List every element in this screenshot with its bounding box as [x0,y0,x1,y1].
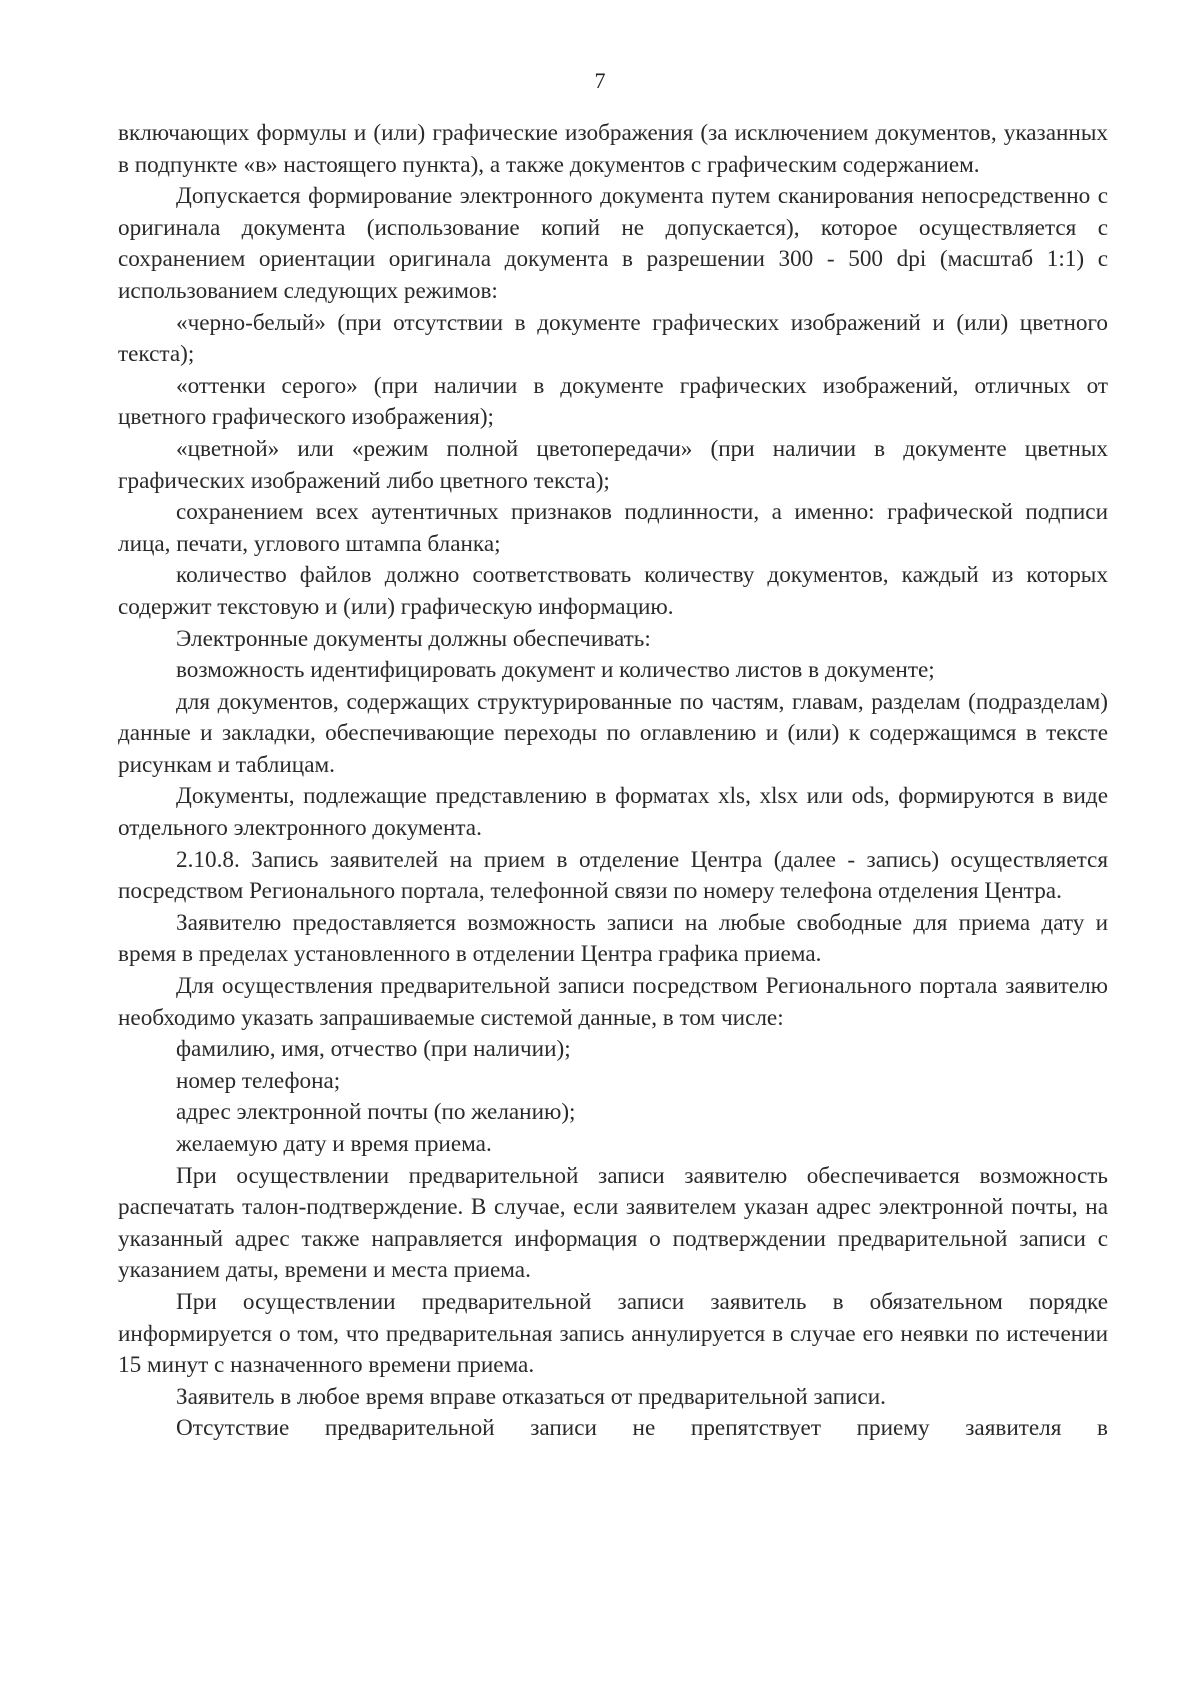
paragraph: желаемую дату и время приема. [176,1131,492,1157]
paragraph: включающих формулы и (или) графические изображения (за исключением документов, указанных в подпункте «в» настоящего пункта), а также документов с графическим содержанием. [118,120,1108,178]
paragraph: «цветной» или «режим полной цветопередачи» (при наличии в документе цветных графических изображений либо цветного текста); [118,435,1108,494]
paragraph: «оттенки серого» (при наличии в документе графических изображений, отличных от цветного графического изображения); [118,372,1108,431]
paragraph: Допускается формирование электронного документа путем сканирования непосредственно с оригинала документа (использование копий не допускается), которое осуществляется с сохранением ориентации оригинала документа в разрешении 300 - 500 dpi (масштаб 1:1) с использованием следующих режимов: [118,183,1108,304]
paragraph: 2.10.8. Запись заявителей на прием в отделение Центра (далее - запись) осуществляется посредством Регионального портала, телефонной связи по номеру телефона отделения Центра. [118,846,1108,905]
paragraph: Заявителю предоставляется возможность записи на любые свободные для приема дату и время в пределах установленного в отделении Центра графика приема. [118,909,1108,968]
paragraph: для документов, содержащих структурированные по частям, главам, разделам (подразделам) данные и закладки, обеспечивающие переходы по оглавлению и (или) к содержащимся в тексте рисункам и таблицам. [118,688,1108,778]
paragraph: Отсутствие предварительной записи не препятствует приему заявителя в [176,1415,1108,1442]
paragraph: фамилию, имя, отчество (при наличии); [176,1036,571,1063]
document-body [118,118,1108,1445]
page-number: 7 [594,68,606,93]
paragraph: Заявитель в любое время вправе отказаться от предварительной записи. [176,1383,886,1410]
paragraph: Для осуществления предварительной записи посредством Регионального портала заявителю необходимо указать запрашиваемые системой данные, в том числе: [118,973,1108,1031]
paragraph: При осуществлении предварительной записи заявитель в обязательном порядке информируется о том, что предварительная запись аннулируется в случае его неявки по истечении 15 минут с назначенного времени приема. [118,1288,1108,1379]
paragraph: адрес электронной почты (по желанию); [176,1099,576,1126]
paragraph: номер телефона; [176,1067,341,1094]
paragraph: «черно-белый» (при отсутствии в документе графических изображений и (или) цветного текста); [118,309,1108,368]
paragraph: При осуществлении предварительной записи заявителю обеспечивается возможность распечатать талон-подтверждение. В случае, если заявителем указан адрес электронной почты, на указанный адрес также направляется информация о подтверждении предварительной записи с указанием даты, времени и места приема. [118,1162,1108,1284]
paragraph: количество файлов должно соответствовать количеству документов, каждый из которых содержит текстовую и (или) графическую информацию. [118,562,1108,620]
paragraph: сохранением всех аутентичных признаков подлинности, а именно: графической подписи лица, печати, углового штампа бланка; [118,499,1108,557]
paragraph: Электронные документы должны обеспечивать: [176,625,651,652]
paragraph: возможность идентифицировать документ и количество листов в документе; [176,657,935,684]
paragraph: Документы, подлежащие представлению в форматах xls, xlsx или ods, формируются в виде отдельного электронного документа. [118,783,1108,842]
